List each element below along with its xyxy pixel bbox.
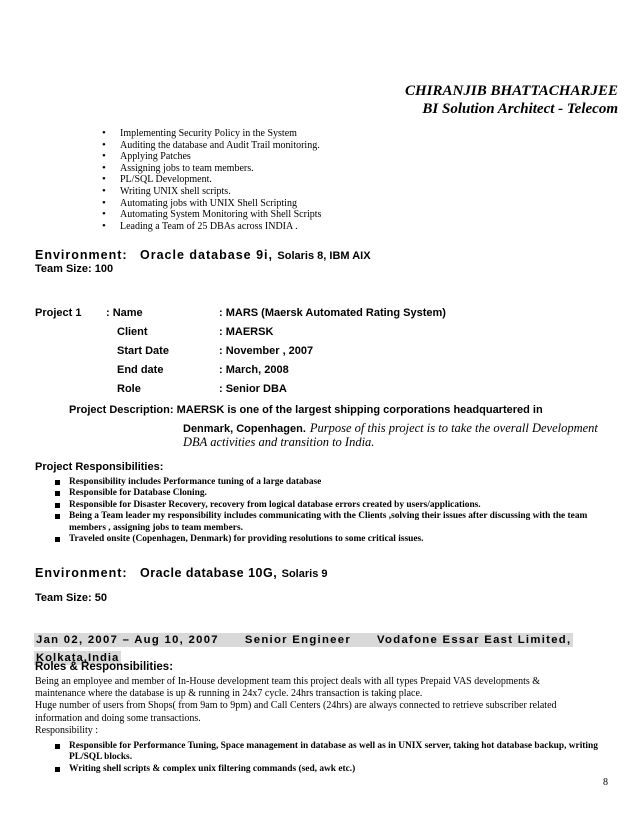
list-item: • Auditing the database and Audit Trail monitoring.	[102, 140, 321, 152]
job-header-line-1	[34, 633, 573, 647]
list-item: • Assigning jobs to team members.	[102, 163, 321, 175]
project-details	[106, 304, 506, 399]
list-item: • Applying Patches	[102, 151, 321, 163]
detail-key: : Name	[106, 307, 143, 319]
job-location: Kolkata,India	[36, 652, 120, 664]
detail-value: : MARS (Maersk Automated Rating System)	[219, 307, 446, 319]
project-detail-row	[106, 380, 506, 399]
list-item: Being a Team leader my responsibility includes communicating with the Clients ,solving their issues after discussing with the team members , assigning jobs to team members.	[52, 511, 612, 534]
list-item: • Writing UNIX shell scripts.	[102, 186, 321, 198]
detail-key: Start Date	[117, 345, 169, 357]
job-dates: Jan 02, 2007 – Aug 10, 2007	[36, 634, 219, 646]
detail-value: : March, 2008	[219, 364, 289, 376]
detail-value: : Senior DBA	[219, 383, 287, 395]
detail-key: End date	[117, 364, 164, 376]
environment-label: Environment:	[35, 248, 128, 262]
detail-key: Role	[117, 383, 141, 395]
list-item: Writing shell scripts & complex unix filtering commands (sed, awk etc.)	[52, 764, 600, 775]
team-size-2: Team Size: 50	[35, 592, 107, 604]
project-responsibilities-heading: Project Responsibilities:	[35, 461, 164, 473]
environment-db: Oracle database 10G,	[140, 566, 278, 580]
environment-db: Oracle database 9i,	[140, 248, 273, 262]
list-item: Responsible for Database Cloning.	[52, 488, 612, 499]
roles-paragraph-line: Huge number of users from Shops( from 9am to 9pm) and Call Centers (24hrs) are always connected to retrieve subscriber related	[35, 700, 557, 712]
list-item: Traveled onsite (Copenhagen, Denmark) for providing resolutions to some critical issues.	[52, 534, 612, 545]
responsibility-label: Responsibility :	[35, 724, 99, 736]
list-item: • Leading a Team of 25 DBAs across INDIA .	[102, 221, 321, 233]
environment-os: Solaris 9	[281, 568, 328, 580]
roles-responsibilities-list	[52, 741, 600, 775]
project-detail-row	[106, 304, 506, 323]
team-size-1: Team Size: 100	[35, 263, 114, 275]
project-detail-row	[106, 342, 506, 361]
roles-paragraph-line: maintenance where the database is up & running in 24x7 cycle. 24hrs transaction is taking place.	[35, 688, 423, 700]
environment-line-1	[35, 246, 371, 264]
project-responsibilities-list	[52, 477, 612, 545]
project-description-label: Project Description:	[69, 404, 174, 416]
project-description-text: MAERSK is one of the largest shipping corporations headquartered in	[176, 404, 543, 416]
environment-line-2	[35, 564, 327, 582]
list-item: • PL/SQL Development.	[102, 174, 321, 186]
job-role: Senior Engineer	[244, 634, 352, 646]
detail-key: Client	[117, 326, 148, 338]
resume-owner-title: BI Solution Architect - Telecom	[422, 101, 618, 117]
resume-owner-name: CHIRANJIB BHATTACHARJEE	[405, 83, 618, 99]
environment-label: Environment:	[35, 566, 128, 580]
project-purpose: Purpose of this project is to take the overall Development	[309, 421, 598, 435]
roles-paragraph-line: information and doing some transactions.	[35, 712, 201, 724]
project-label: Project 1	[35, 307, 82, 319]
project-location: Denmark, Copenhagen	[183, 423, 303, 435]
list-item: Responsible for Disaster Recovery, recovery from logical database errors created by users/applications.	[52, 500, 612, 511]
list-item: • Implementing Security Policy in the System	[102, 128, 321, 140]
list-item: Responsible for Performance Tuning, Space management in database as well as in UNIX server, taking hot database backup, writing PL/SQL blocks.	[52, 741, 600, 764]
environment-os: Solaris 8, IBM AIX	[277, 250, 371, 262]
detail-value: : November , 2007	[219, 345, 314, 357]
project-purpose-continued: DBA activities and transition to India.	[183, 435, 375, 449]
roles-description	[35, 676, 557, 737]
project-description-line-1	[69, 404, 543, 416]
page-number: 8	[603, 777, 608, 788]
job-company: Vodafone Essar East Limited,	[377, 634, 572, 646]
previous-responsibilities-list	[102, 128, 321, 232]
project-detail-row	[106, 323, 506, 342]
detail-value: : MAERSK	[219, 326, 274, 338]
project-description-line-2: Denmark, Copenhagen. Purpose of this project is to take the overall Development	[183, 421, 598, 435]
project-detail-row	[106, 361, 506, 380]
roles-heading: Roles & Responsibilities:	[35, 661, 174, 673]
roles-paragraph-line: Being an employee and member of In-House development team this project deals with all types Prepaid VAS developments &	[35, 676, 541, 687]
list-item: • Automating jobs with UNIX Shell Scripting	[102, 198, 321, 210]
list-item: Responsibility includes Performance tuning of a large database	[52, 477, 612, 488]
list-item: • Automating System Monitoring with Shell Scripts	[102, 209, 321, 221]
